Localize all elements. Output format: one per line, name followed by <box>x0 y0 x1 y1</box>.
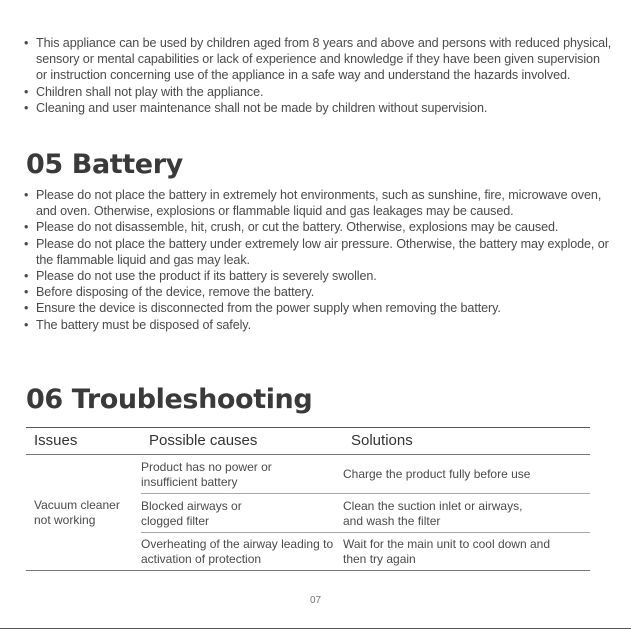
cause-line: Blocked airways or <box>141 498 242 513</box>
solution-line: Charge the product fully before use <box>343 467 531 481</box>
table-header-row <box>26 428 590 455</box>
issue-cell: Vacuum cleaner not working <box>26 455 141 571</box>
list-item: • Before disposing of the device, remove the battery. <box>24 284 614 300</box>
safety-notes-list <box>24 35 614 116</box>
causes-column-header: Possible causes <box>141 428 343 455</box>
solution-cell <box>343 533 590 571</box>
list-item: • The battery must be disposed of safely. <box>24 317 614 333</box>
list-item: • Ensure the device is disconnected from the power supply when removing the battery. <box>24 300 614 316</box>
list-item: • Please do not place the battery under extremely low air pressure. Otherwise, the battery may explode, or the flammable liquid and gas may leak. <box>24 236 614 268</box>
list-item: • Please do not use the product if its battery is severely swollen. <box>24 268 614 284</box>
solution-line: then try again <box>343 552 416 566</box>
troubleshooting-table <box>26 427 590 571</box>
list-item: • Please do not place the battery in extremely hot environments, such as sunshine, fire, microwave oven, and oven. Otherwise, explosions or flammable liquid and gas leakages may be caused. <box>24 187 614 219</box>
list-item: • This appliance can be used by children aged from 8 years and above and persons with reduced physical, sensory or mental capabilities or lack of experience and knowledge if they have been given supervision or instruction concerning use of the appliance in a safe way and understand the hazards involved. <box>24 35 614 84</box>
solution-line: Wait for the main unit to cool down and <box>343 537 550 551</box>
solution-line: Clean the suction inlet or airways, <box>343 498 523 513</box>
issues-column-header: Issues <box>26 428 141 455</box>
table-row <box>26 455 590 494</box>
solution-line: and wash the filter <box>343 513 441 528</box>
list-item: • Cleaning and user maintenance shall not be made by children without supervision. <box>24 100 614 116</box>
cause-line: Overheating of the airway leading to <box>141 537 334 551</box>
cause-cell <box>141 455 343 494</box>
solutions-column-header: Solutions <box>343 428 590 455</box>
cause-cell <box>141 494 343 533</box>
page-number: 07 <box>309 595 322 606</box>
cause-line: insufficient battery <box>141 474 238 489</box>
list-item: • Please do not disassemble, hit, crush, or cut the battery. Otherwise, explosions may be caused. <box>24 219 614 235</box>
battery-warnings-list <box>24 187 614 333</box>
page-bottom-divider <box>0 628 631 629</box>
cause-line: clogged filter <box>141 513 210 528</box>
cause-line: activation of protection <box>141 552 262 566</box>
troubleshooting-heading: 06 Troubleshooting <box>26 384 313 415</box>
cause-line: Product has no power or <box>141 459 272 474</box>
solution-cell <box>343 494 590 533</box>
cause-cell <box>141 533 343 571</box>
battery-heading: 05 Battery <box>26 149 183 180</box>
list-item: • Children shall not play with the appliance. <box>24 84 614 100</box>
solution-cell <box>343 455 590 494</box>
